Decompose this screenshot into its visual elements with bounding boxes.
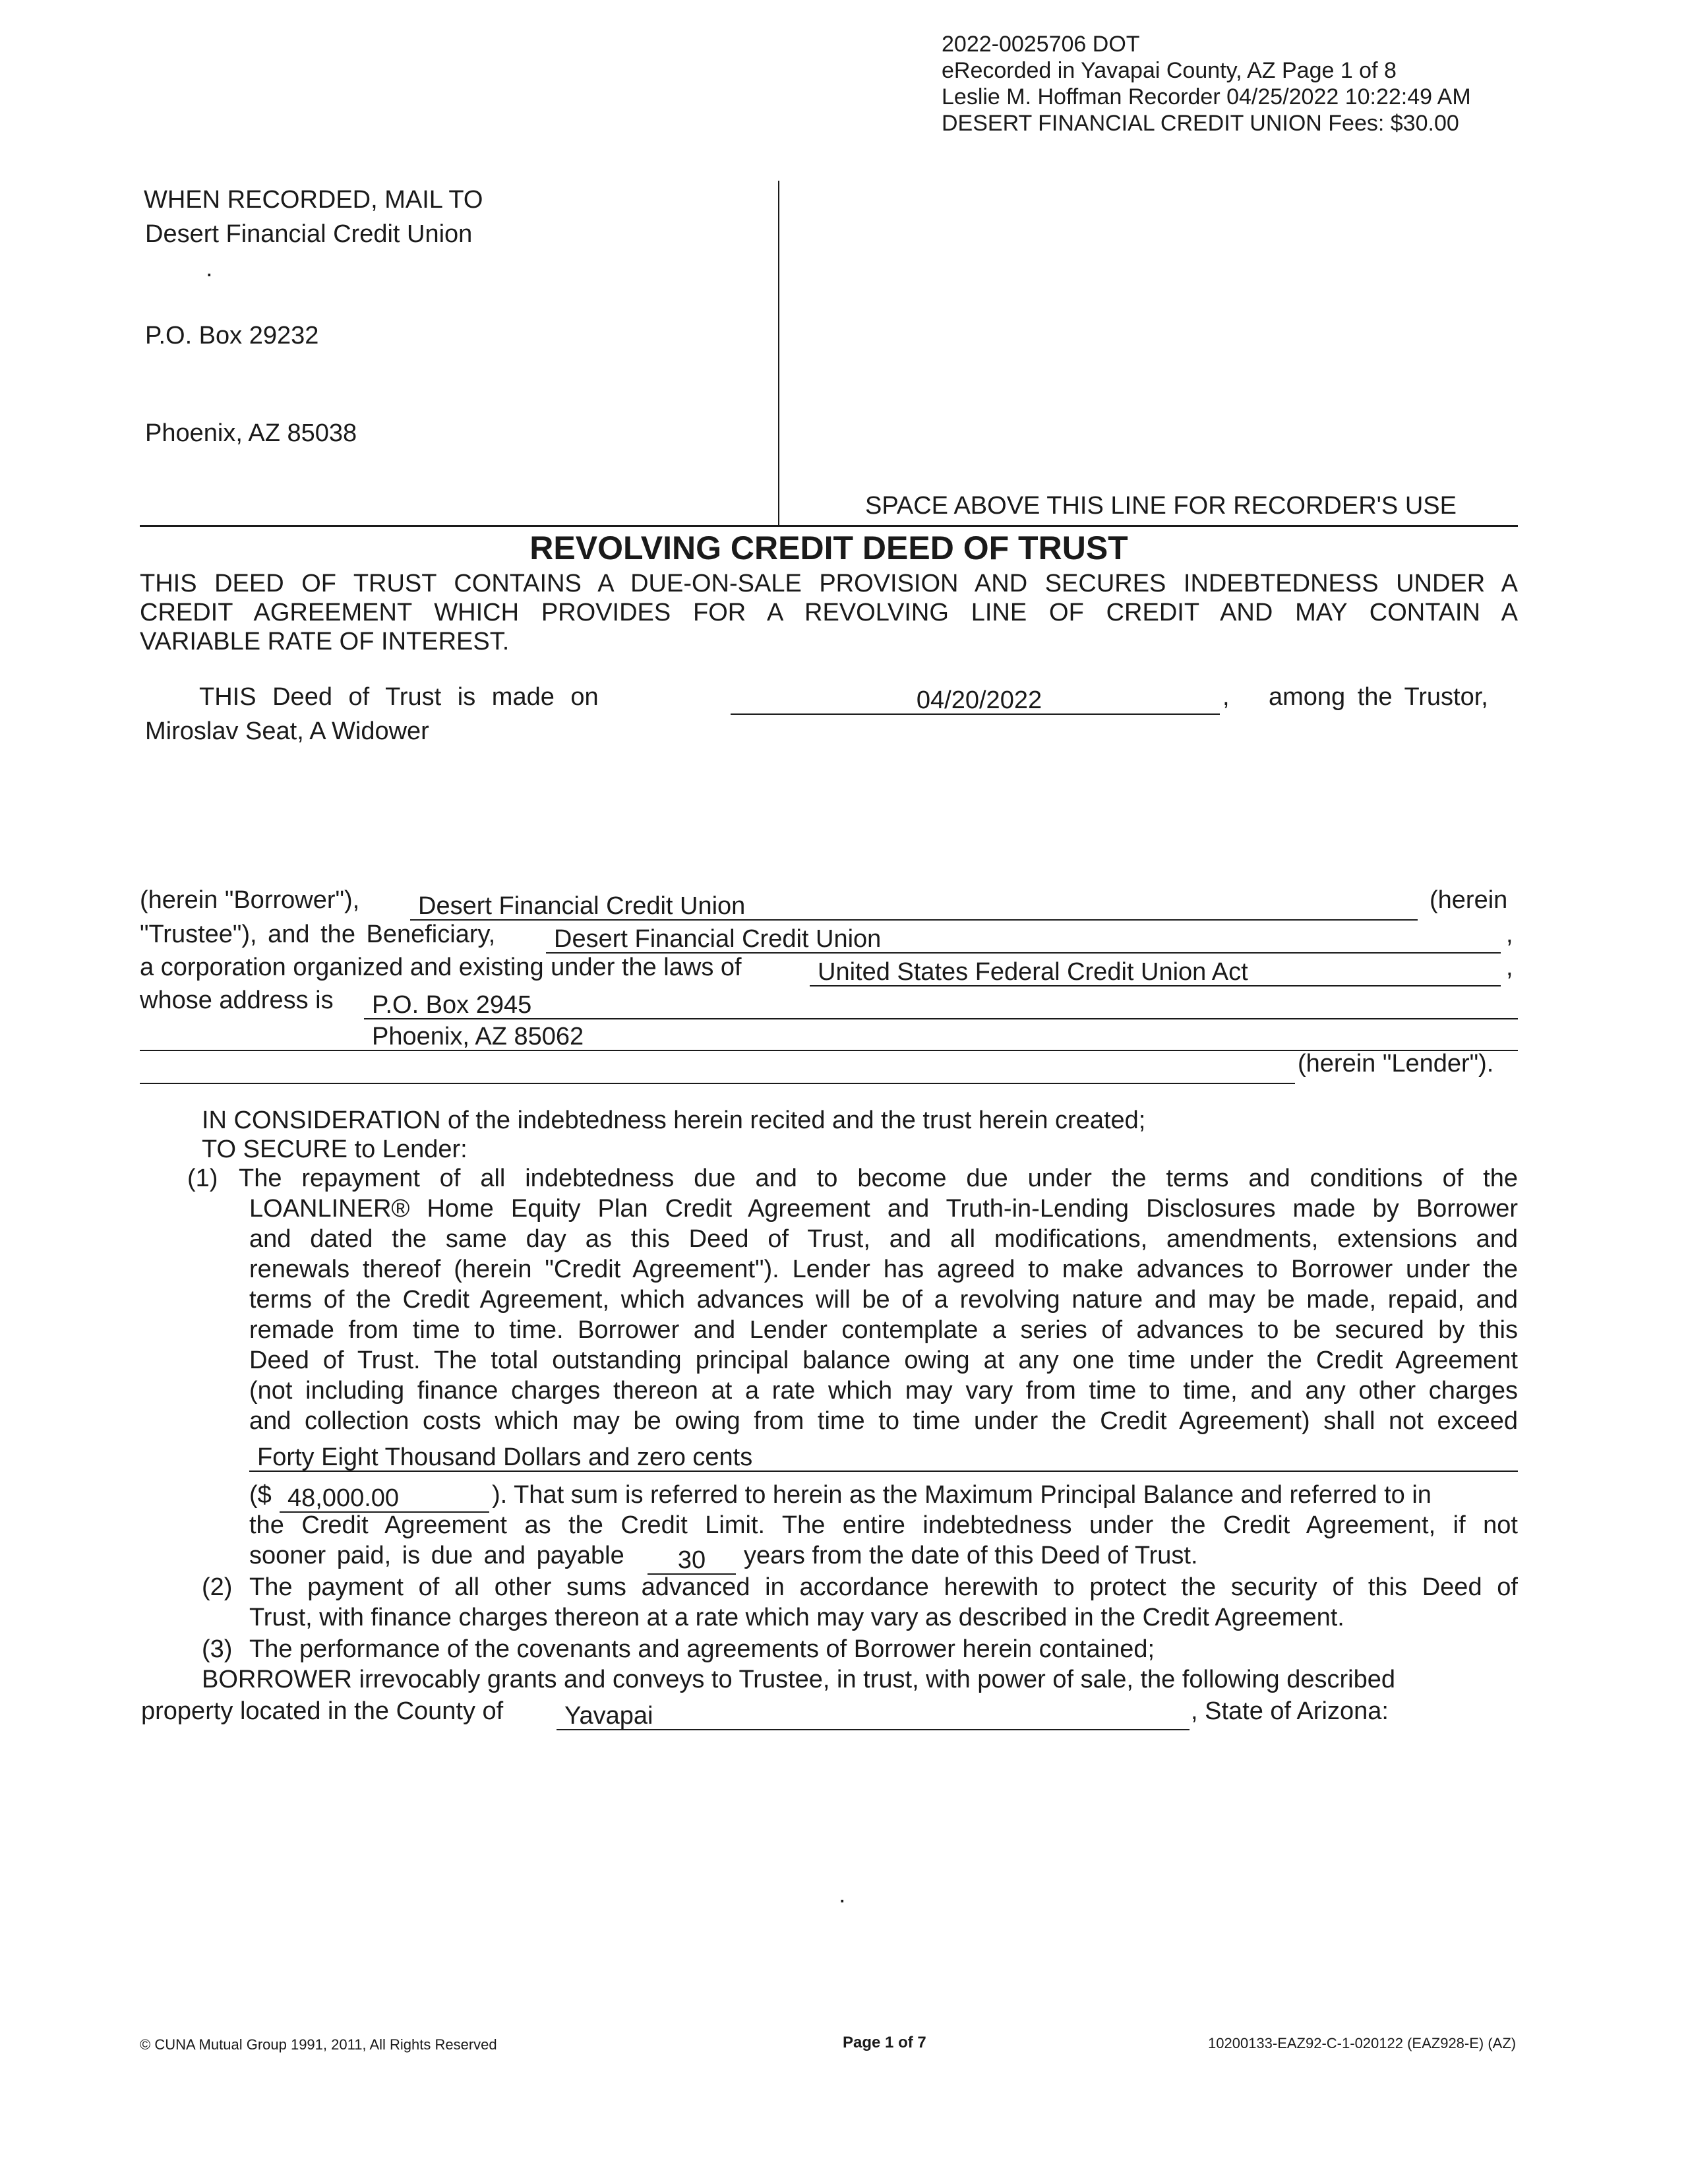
mail-to-dot: . bbox=[206, 255, 213, 282]
form-identifier: 10200133-EAZ92-C-1-020122 (EAZ928-E) (AZ) bbox=[1208, 2035, 1517, 2051]
payable-prefix: sooner paid, is due and payable bbox=[249, 1542, 624, 1569]
comma: , bbox=[1506, 954, 1513, 981]
notice-line: CREDIT AGREEMENT WHICH PROVIDES FOR A REVOLVING LINE OF CREDIT AND MAY CONTAIN A bbox=[140, 599, 1518, 626]
item-line: terms of the Credit Agreement, which advances will be of a revolving nature and may be made, repaid, and bbox=[249, 1286, 1518, 1314]
item-line: The performance of the covenants and agreements of Borrower herein contained; bbox=[249, 1635, 1155, 1663]
to-secure-text: TO SECURE to Lender: bbox=[202, 1136, 467, 1163]
beneficiary-name: Desert Financial Credit Union bbox=[546, 923, 1501, 954]
item-line: (not including finance charges thereon at a rate which may vary from time to time, and any other charges bbox=[249, 1377, 1518, 1405]
recorded-county-line: eRecorded in Yavapai County, AZ Page 1 of 8 bbox=[942, 58, 1397, 83]
item-line: Deed of Trust. The total outstanding principal balance owing at any one time under the Credit Agreement bbox=[249, 1347, 1518, 1374]
address-rule-bottom bbox=[140, 1083, 1295, 1084]
corporation-label: a corporation organized and existing under the laws of bbox=[140, 954, 742, 981]
item-line: remade from time to time. Borrower and Lender contemplate a series of advances to be secured by this bbox=[249, 1316, 1518, 1344]
item-line: renewals thereof (herein "Credit Agreement"). Lender has agreed to make advances to Borrower under the bbox=[249, 1256, 1518, 1283]
state-suffix: , State of Arizona: bbox=[1191, 1697, 1389, 1725]
mail-to-heading: WHEN RECORDED, MAIL TO bbox=[144, 186, 483, 214]
recorder-box-divider bbox=[778, 181, 779, 525]
lender-address-line2: Phoenix, AZ 85062 bbox=[364, 1021, 1518, 1051]
recorder-space-rule bbox=[140, 525, 1518, 527]
scan-dot: . bbox=[839, 1881, 846, 1908]
governing-laws: United States Federal Credit Union Act bbox=[810, 956, 1501, 986]
page-number bbox=[843, 2034, 926, 2052]
credit-limit-line: the Credit Agreement as the Credit Limit. The entire indebtedness under the Credit Agreement, if not bbox=[249, 1511, 1518, 1539]
item-line: The repayment of all indebtedness due and to become due under the terms and conditions of the bbox=[239, 1165, 1518, 1192]
payable-suffix: years from the date of this Deed of Trust. bbox=[744, 1542, 1198, 1569]
fees-line: DESERT FINANCIAL CREDIT UNION Fees: $30.00 bbox=[942, 111, 1459, 136]
mail-to-city: Phoenix, AZ 85038 bbox=[145, 419, 357, 447]
item-line: LOANLINER® Home Equity Plan Credit Agreement and Truth-in-Lending Disclosures made by Borrower bbox=[249, 1195, 1518, 1223]
herein-label: (herein bbox=[1430, 886, 1508, 914]
page-prefix: Page bbox=[843, 2034, 881, 2051]
lender-label: (herein "Lender"). bbox=[1298, 1050, 1494, 1077]
consideration-text: IN CONSIDERATION of the indebtedness herein recited and the trust herein created; bbox=[202, 1107, 1146, 1134]
trustor-name: Miroslav Seat, A Widower bbox=[145, 717, 429, 745]
comma: , bbox=[1506, 921, 1513, 948]
property-county: Yavapai bbox=[557, 1700, 1190, 1730]
copyright-notice: © CUNA Mutual Group 1991, 2011, All Rights Reserved bbox=[140, 2036, 497, 2053]
recorder-use-label: SPACE ABOVE THIS LINE FOR RECORDER'S USE bbox=[865, 492, 1457, 520]
deed-date: 04/20/2022 bbox=[731, 684, 1220, 715]
item-line: The payment of all other sums advanced in accordance herewith to protect the security of this Deed of bbox=[249, 1573, 1518, 1601]
term-years: 30 bbox=[648, 1544, 736, 1575]
item-line: and dated the same day as this Deed of Trust, and all modifications, amendments, extensions and bbox=[249, 1225, 1518, 1253]
made-on-label: THIS Deed of Trust is made on bbox=[199, 683, 599, 711]
page-of: of bbox=[898, 2034, 913, 2051]
page-total: 7 bbox=[917, 2034, 926, 2051]
document-number: 2022-0025706 DOT bbox=[942, 32, 1140, 57]
grant-line: BORROWER irrevocably grants and conveys to Trustee, in trust, with power of sale, the following described bbox=[202, 1666, 1396, 1693]
page-current: 1 bbox=[885, 2034, 894, 2051]
amount-prefix: ($ bbox=[249, 1481, 272, 1509]
notice-line: VARIABLE RATE OF INTEREST. bbox=[140, 628, 510, 655]
county-prefix: property located in the County of bbox=[141, 1697, 504, 1725]
notice-line: THIS DEED OF TRUST CONTAINS A DUE-ON-SALE PROVISION AND SECURES INDEBTEDNESS UNDER A bbox=[140, 570, 1518, 597]
date-comma: , bbox=[1222, 683, 1230, 711]
amount-suffix: ). That sum is referred to herein as the Maximum Principal Balance and referred to in bbox=[492, 1481, 1432, 1509]
recorder-line: Leslie M. Hoffman Recorder 04/25/2022 10:22:49 AM bbox=[942, 84, 1471, 109]
item-line: and collection costs which may be owing from time to time under the Credit Agreement) shall not exceed bbox=[249, 1407, 1518, 1435]
among-trustor-label: among the Trustor, bbox=[1269, 683, 1488, 711]
mail-to-name: Desert Financial Credit Union bbox=[145, 220, 473, 248]
item-number: (2) bbox=[202, 1573, 233, 1601]
item-number: (3) bbox=[202, 1635, 233, 1663]
mail-to-po-box: P.O. Box 29232 bbox=[145, 322, 319, 349]
lender-address-line1: P.O. Box 2945 bbox=[364, 989, 1518, 1019]
page-title: REVOLVING CREDIT DEED OF TRUST bbox=[529, 530, 1128, 566]
item-line: Trust, with finance charges thereon at a rate which may vary as described in the Credit Agreement. bbox=[249, 1604, 1344, 1631]
maximum-principal-words: Forty Eight Thousand Dollars and zero cents bbox=[249, 1441, 1518, 1472]
item-number: (1) bbox=[187, 1165, 218, 1192]
trustee-label: "Trustee"), and the Beneficiary, bbox=[140, 921, 496, 948]
trustee-name: Desert Financial Credit Union bbox=[410, 890, 1418, 921]
maximum-principal-amount: 48,000.00 bbox=[280, 1482, 489, 1513]
address-label: whose address is bbox=[140, 986, 334, 1014]
borrower-label: (herein "Borrower"), bbox=[140, 886, 360, 914]
address-rule-left bbox=[140, 1050, 364, 1051]
